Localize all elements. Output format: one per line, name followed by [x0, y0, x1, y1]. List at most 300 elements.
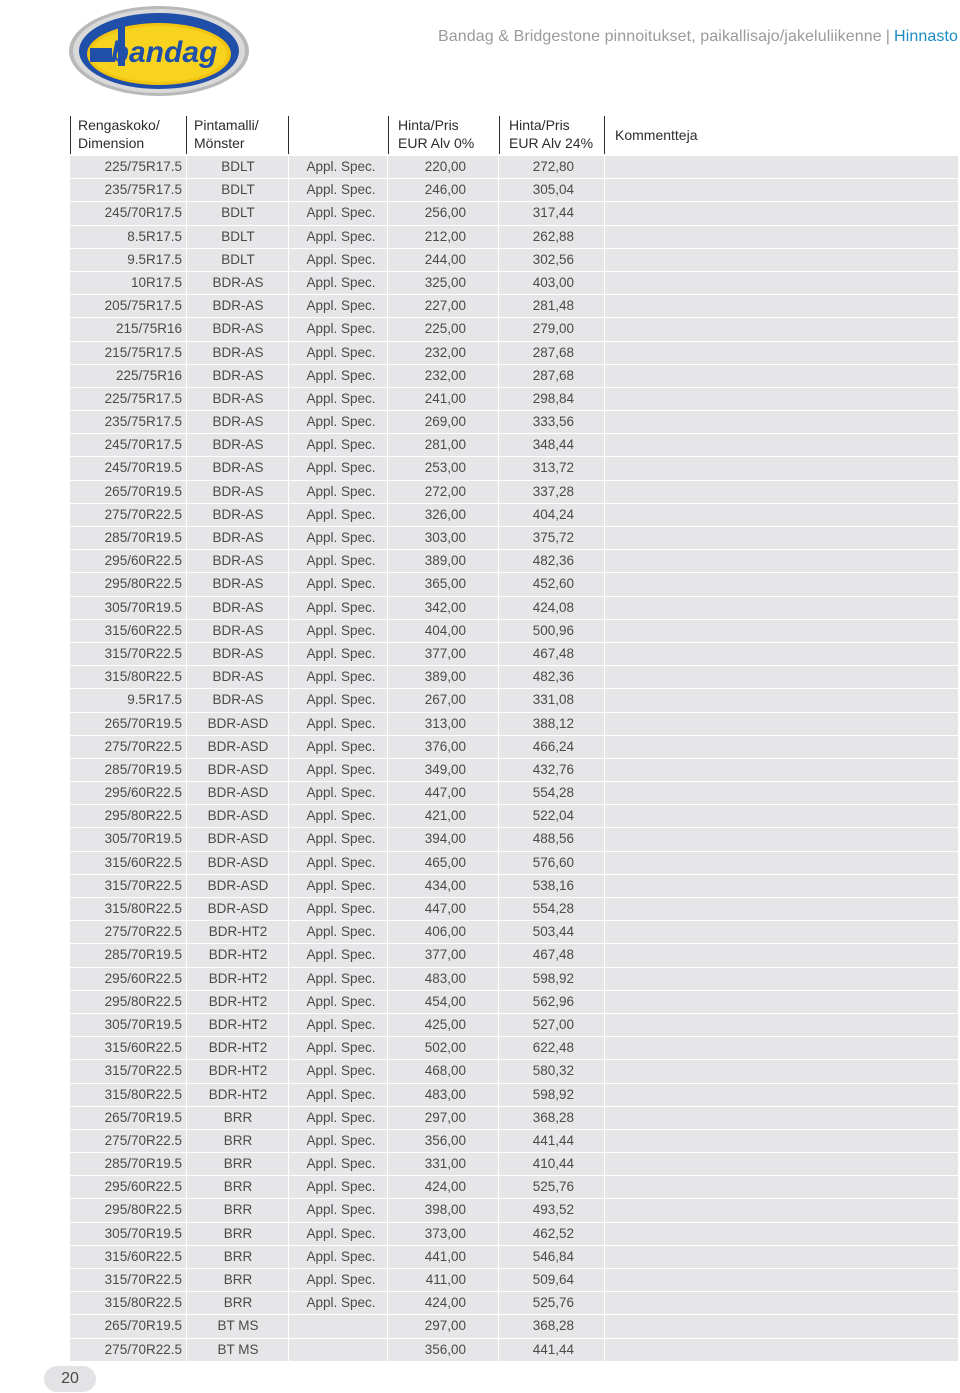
cell-pattern: BDLT: [221, 251, 255, 267]
cell-price-24: 554,28: [532, 785, 574, 801]
cell-dimension: 285/70R19.5: [104, 530, 182, 545]
table-row: [70, 1176, 958, 1199]
cell-price-24: 441,44: [532, 1132, 574, 1148]
cell-price-0: 468,00: [424, 1063, 466, 1079]
cell-dimension: 295/60R22.5: [104, 553, 182, 569]
title-accent: Hinnasto: [894, 28, 958, 45]
cell-price-24: 404,24: [532, 506, 574, 522]
cell-application: Appl. Spec.: [306, 715, 376, 731]
cell-price-0: 241,00: [424, 390, 466, 406]
cell-price-0: 232,00: [424, 367, 466, 383]
row-shade: [605, 342, 958, 364]
cell-application: Appl. Spec.: [306, 414, 376, 430]
header-divider: [388, 116, 389, 154]
cell-dimension: 295/80R22.5: [104, 808, 182, 824]
cell-application: Appl. Spec.: [306, 159, 376, 174]
cell-application: Appl. Spec.: [306, 692, 376, 708]
cell-application: Appl. Spec.: [306, 506, 376, 522]
table-row: [70, 782, 958, 805]
cell-pattern: BDR-HT2: [208, 924, 268, 940]
row-shade: [605, 805, 958, 827]
row-shade: [605, 457, 958, 479]
cell-price-24: 441,44: [532, 1341, 574, 1357]
table-row: [70, 1246, 958, 1269]
row-shade: [605, 852, 958, 874]
table-row: [70, 1014, 958, 1037]
row-shade: [605, 481, 958, 503]
cell-dimension: 275/70R22.5: [104, 1132, 182, 1148]
cell-price-0: 365,00: [424, 576, 466, 592]
cell-dimension: 235/75R17.5: [104, 182, 182, 198]
row-shade: [605, 713, 958, 735]
cell-price-24: 305,04: [532, 182, 574, 198]
cell-price-24: 466,24: [532, 738, 574, 754]
cell-price-24: 482,36: [532, 553, 574, 569]
cell-dimension: 235/75R17.5: [104, 414, 182, 430]
cell-price-0: 225,00: [424, 321, 466, 337]
row-shade: [605, 782, 958, 804]
cell-application: Appl. Spec.: [306, 367, 376, 383]
cell-price-0: 377,00: [424, 645, 466, 661]
table-row: [70, 481, 958, 504]
cell-price-0: 483,00: [424, 1086, 466, 1102]
cell-price-0: 269,00: [424, 414, 466, 430]
row-shade: [605, 365, 958, 387]
table-row: [70, 991, 958, 1014]
table-row: [70, 457, 958, 480]
cell-price-24: 279,00: [532, 321, 574, 337]
cell-price-0: 398,00: [424, 1202, 466, 1218]
table-row: [70, 1199, 958, 1222]
cell-application: Appl. Spec.: [306, 576, 376, 592]
cell-pattern: BRR: [223, 1132, 253, 1148]
cell-pattern: BDR-HT2: [208, 1063, 268, 1079]
cell-price-0: 424,00: [424, 1295, 466, 1311]
cell-dimension: 275/70R22.5: [104, 1341, 182, 1357]
cell-dimension: 305/70R19.5: [104, 599, 182, 615]
row-shade: [605, 921, 958, 943]
cell-price-24: 527,00: [532, 1016, 574, 1032]
table-row: [70, 736, 958, 759]
table-row: [70, 342, 958, 365]
cell-price-24: 503,44: [532, 924, 574, 940]
cell-price-24: 272,80: [532, 159, 574, 174]
cell-price-24: 337,28: [532, 483, 574, 499]
table-row: [70, 1130, 958, 1153]
cell-price-0: 349,00: [424, 761, 466, 777]
cell-dimension: 295/80R22.5: [104, 993, 182, 1009]
cell-price-24: 522,04: [532, 808, 574, 824]
row-shade: [605, 1014, 958, 1036]
cell-dimension: 315/60R22.5: [104, 1248, 182, 1264]
table-row: [70, 1060, 958, 1083]
cell-pattern: BDR-HT2: [208, 1086, 268, 1102]
cell-price-0: 313,00: [424, 715, 466, 731]
row-shade: [605, 249, 958, 271]
row-shade: [605, 689, 958, 711]
cell-price-0: 483,00: [424, 970, 466, 986]
cell-pattern: BRR: [223, 1109, 253, 1125]
cell-dimension: 295/80R22.5: [104, 1202, 182, 1218]
cell-price-0: 326,00: [424, 506, 466, 522]
cell-price-0: 212,00: [424, 228, 466, 244]
page-number: 20: [44, 1366, 96, 1392]
row-shade: [605, 1339, 958, 1361]
cell-price-24: 262,88: [532, 228, 574, 244]
cell-dimension: 225/75R16: [115, 367, 182, 383]
cell-dimension: 225/75R17.5: [104, 390, 182, 406]
cell-application: Appl. Spec.: [306, 1248, 376, 1264]
cell-dimension: 225/75R17.5: [104, 159, 182, 174]
cell-dimension: 265/70R19.5: [104, 1109, 182, 1125]
table-row: [70, 156, 958, 179]
cell-price-0: 331,00: [424, 1156, 466, 1172]
row-shade: [605, 1130, 958, 1152]
cell-price-24: 546,84: [532, 1248, 574, 1264]
cell-price-0: 220,00: [424, 159, 466, 174]
cell-price-24: 348,44: [532, 437, 574, 453]
bandag-logo: [66, 4, 252, 98]
cell-application: Appl. Spec.: [306, 390, 376, 406]
cell-price-24: 368,28: [532, 1109, 574, 1125]
cell-pattern: BDR-AS: [212, 553, 264, 569]
cell-dimension: 245/70R17.5: [104, 205, 182, 221]
cell-pattern: BDR-ASD: [207, 831, 269, 847]
cell-dimension: 10R17.5: [130, 274, 182, 290]
header-divider: [288, 116, 289, 154]
table-row: [70, 1107, 958, 1130]
cell-price-24: 580,32: [532, 1063, 574, 1079]
cell-price-24: 424,08: [532, 599, 574, 615]
cell-price-0: 502,00: [424, 1040, 466, 1056]
row-shade: [605, 1292, 958, 1314]
row-shade: [605, 991, 958, 1013]
cell-price-24: 538,16: [532, 877, 574, 893]
cell-price-24: 509,64: [532, 1272, 574, 1287]
cell-dimension: 285/70R19.5: [104, 947, 182, 963]
table-row: [70, 1339, 958, 1362]
table-row: [70, 666, 958, 689]
cell-pattern: BDR-AS: [212, 437, 264, 453]
cell-application: Appl. Spec.: [306, 1179, 376, 1195]
row-shade: [605, 1176, 958, 1198]
row-shade: [605, 1315, 958, 1337]
cell-price-0: 406,00: [424, 924, 466, 940]
cell-application: Appl. Spec.: [306, 530, 376, 545]
cell-application: Appl. Spec.: [306, 645, 376, 661]
cell-price-0: 389,00: [424, 669, 466, 685]
cell-price-0: 244,00: [424, 251, 466, 267]
cell-price-24: 452,60: [532, 576, 574, 592]
table-row: [70, 1153, 958, 1176]
cell-application: Appl. Spec.: [306, 1040, 376, 1056]
cell-dimension: 245/70R17.5: [104, 437, 182, 453]
cell-price-24: 554,28: [532, 901, 574, 916]
cell-pattern: BDLT: [221, 205, 255, 221]
cell-dimension: 285/70R19.5: [104, 761, 182, 777]
cell-price-24: 298,84: [532, 390, 574, 406]
cell-application: Appl. Spec.: [306, 1272, 376, 1287]
cell-application: Appl. Spec.: [306, 1086, 376, 1102]
cell-price-0: 342,00: [424, 599, 466, 615]
cell-dimension: 265/70R19.5: [104, 1318, 182, 1334]
cell-dimension: 265/70R19.5: [104, 715, 182, 731]
cell-application: Appl. Spec.: [306, 877, 376, 893]
cell-pattern: BDLT: [221, 182, 255, 198]
title-main: Bandag & Bridgestone pinnoitukset, paikallisajo/jakeluliikenne: [437, 28, 882, 45]
cell-price-0: 256,00: [424, 205, 466, 221]
cell-pattern: BRR: [223, 1225, 253, 1241]
cell-price-0: 267,00: [424, 692, 466, 708]
cell-pattern: BT MS: [217, 1318, 259, 1334]
cell-application: Appl. Spec.: [306, 483, 376, 499]
cell-dimension: 215/75R16: [115, 321, 182, 337]
cell-application: Appl. Spec.: [306, 738, 376, 754]
cell-application: Appl. Spec.: [306, 669, 376, 685]
cell-dimension: 205/75R17.5: [104, 298, 182, 314]
header-divider: [499, 116, 500, 154]
table-row: [70, 318, 958, 341]
cell-application: Appl. Spec.: [306, 1132, 376, 1148]
row-shade: [605, 1060, 958, 1082]
cell-dimension: 8.5R17.5: [127, 228, 182, 244]
cell-price-0: 297,00: [424, 1109, 466, 1125]
cell-application: Appl. Spec.: [306, 993, 376, 1009]
cell-pattern: BDR-HT2: [208, 1040, 268, 1056]
cell-dimension: 315/70R22.5: [104, 877, 182, 893]
cell-price-24: 368,28: [532, 1318, 574, 1334]
cell-pattern: BDR-AS: [212, 692, 264, 708]
cell-application: Appl. Spec.: [306, 970, 376, 986]
cell-pattern: BDR-ASD: [207, 785, 269, 801]
row-shade: [605, 272, 958, 294]
cell-pattern: BDR-ASD: [207, 877, 269, 893]
cell-price-0: 232,00: [424, 344, 466, 360]
cell-dimension: 9.5R17.5: [127, 692, 182, 708]
cell-dimension: 315/70R22.5: [104, 1063, 182, 1079]
cell-pattern: BDR-ASD: [207, 808, 269, 824]
cell-price-24: 410,44: [532, 1156, 574, 1172]
table-row: [70, 434, 958, 457]
table-row: [70, 944, 958, 967]
row-shade: [605, 643, 958, 665]
cell-price-0: 325,00: [424, 274, 466, 290]
cell-pattern: BDR-HT2: [208, 1016, 268, 1032]
table-row: [70, 875, 958, 898]
cell-price-24: 375,72: [532, 530, 574, 545]
cell-price-0: 281,00: [424, 437, 466, 453]
cell-pattern: BDR-AS: [212, 414, 264, 430]
row-shade: [605, 318, 958, 340]
cell-application: Appl. Spec.: [306, 182, 376, 198]
table-row: [70, 1292, 958, 1315]
price-table: [70, 156, 958, 1362]
cell-application: Appl. Spec.: [306, 1109, 376, 1125]
cell-price-24: 313,72: [532, 460, 574, 476]
cell-price-24: 500,96: [532, 622, 574, 638]
row-shade: [605, 828, 958, 850]
cell-pattern: BDR-AS: [212, 367, 264, 383]
cell-dimension: 265/70R19.5: [104, 483, 182, 499]
cell-pattern: BDR-ASD: [207, 738, 269, 754]
table-row: [70, 713, 958, 736]
cell-pattern: BDR-AS: [212, 530, 264, 545]
row-shade: [605, 1246, 958, 1268]
cell-price-0: 447,00: [424, 785, 466, 801]
table-row: [70, 852, 958, 875]
cell-price-24: 525,76: [532, 1179, 574, 1195]
cell-pattern: BRR: [223, 1272, 253, 1287]
cell-application: Appl. Spec.: [306, 901, 376, 916]
cell-dimension: 305/70R19.5: [104, 831, 182, 847]
header-price-0: Hinta/Pris EUR Alv 0%: [398, 117, 475, 151]
cell-dimension: 305/70R19.5: [104, 1016, 182, 1032]
cell-price-0: 253,00: [424, 460, 466, 476]
table-row: [70, 1315, 958, 1338]
cell-pattern: BDR-AS: [212, 576, 264, 592]
cell-application: Appl. Spec.: [306, 344, 376, 360]
row-shade: [605, 1084, 958, 1106]
cell-price-24: 432,76: [532, 761, 574, 777]
cell-price-24: 467,48: [532, 645, 574, 661]
table-row: [70, 295, 958, 318]
row-shade: [605, 434, 958, 456]
table-row: [70, 411, 958, 434]
cell-application: Appl. Spec.: [306, 761, 376, 777]
cell-dimension: 315/80R22.5: [104, 901, 182, 916]
row-shade: [605, 1199, 958, 1221]
cell-application: Appl. Spec.: [306, 831, 376, 847]
cell-price-24: 598,92: [532, 1086, 574, 1102]
cell-dimension: 305/70R19.5: [104, 1225, 182, 1241]
cell-price-0: 297,00: [424, 1318, 466, 1334]
cell-application: Appl. Spec.: [306, 947, 376, 963]
row-shade: [605, 1269, 958, 1291]
cell-price-0: 356,00: [424, 1341, 466, 1357]
cell-application: Appl. Spec.: [306, 1225, 376, 1241]
cell-dimension: 315/80R22.5: [104, 1086, 182, 1102]
cell-price-24: 622,48: [532, 1040, 574, 1056]
cell-application: Appl. Spec.: [306, 1063, 376, 1079]
row-shade: [605, 573, 958, 595]
cell-pattern: BRR: [223, 1248, 253, 1264]
row-shade: [605, 295, 958, 317]
table-row: [70, 179, 958, 202]
cell-price-0: 272,00: [424, 483, 466, 499]
cell-price-0: 303,00: [424, 530, 466, 545]
cell-pattern: BRR: [223, 1202, 253, 1218]
row-shade: [605, 550, 958, 572]
cell-pattern: BRR: [223, 1179, 253, 1195]
cell-price-0: 465,00: [424, 854, 466, 870]
row-shade: [605, 179, 958, 201]
row-shade: [605, 968, 958, 990]
cell-pattern: BT MS: [217, 1341, 259, 1357]
cell-dimension: 295/80R22.5: [104, 576, 182, 592]
cell-price-0: 447,00: [424, 901, 466, 916]
cell-dimension: 9.5R17.5: [127, 251, 182, 267]
table-row: [70, 249, 958, 272]
cell-price-24: 302,56: [532, 251, 574, 267]
table-row: [70, 1223, 958, 1246]
cell-application: Appl. Spec.: [306, 1202, 376, 1218]
cell-application: Appl. Spec.: [306, 1295, 376, 1311]
cell-price-24: 482,36: [532, 669, 574, 685]
row-shade: [605, 620, 958, 642]
cell-price-24: 287,68: [532, 344, 574, 360]
row-shade: [605, 156, 958, 178]
header-comment: Kommentteja: [604, 116, 697, 154]
cell-price-24: 462,52: [532, 1225, 574, 1241]
table-row: [70, 828, 958, 851]
cell-dimension: 315/80R22.5: [104, 669, 182, 685]
cell-application: Appl. Spec.: [306, 785, 376, 801]
row-shade: [605, 898, 958, 920]
cell-price-24: 488,56: [532, 831, 574, 847]
cell-application: Appl. Spec.: [306, 437, 376, 453]
cell-dimension: 315/80R22.5: [104, 1295, 182, 1311]
cell-price-0: 246,00: [424, 182, 466, 198]
cell-price-0: 421,00: [424, 808, 466, 824]
cell-price-24: 333,56: [532, 414, 574, 430]
cell-pattern: BDR-HT2: [208, 947, 268, 963]
cell-pattern: BDR-ASD: [207, 761, 269, 777]
cell-price-0: 441,00: [424, 1248, 466, 1264]
cell-pattern: BDR-AS: [212, 460, 264, 476]
cell-application: Appl. Spec.: [306, 1016, 376, 1032]
cell-price-24: 525,76: [532, 1295, 574, 1311]
cell-dimension: 215/75R17.5: [104, 344, 182, 360]
cell-dimension: 275/70R22.5: [104, 506, 182, 522]
cell-price-0: 454,00: [424, 993, 466, 1009]
cell-pattern: BDR-AS: [212, 483, 264, 499]
cell-application: Appl. Spec.: [306, 321, 376, 337]
cell-price-0: 356,00: [424, 1132, 466, 1148]
row-shade: [605, 504, 958, 526]
cell-price-24: 317,44: [532, 205, 574, 221]
cell-application: Appl. Spec.: [306, 1156, 376, 1172]
cell-dimension: 315/60R22.5: [104, 854, 182, 870]
table-row: [70, 1084, 958, 1107]
row-shade: [605, 736, 958, 758]
cell-pattern: BDR-AS: [212, 298, 264, 314]
cell-application: [296, 1315, 386, 1337]
row-shade: [605, 1153, 958, 1175]
row-shade: [605, 666, 958, 688]
cell-application: Appl. Spec.: [306, 854, 376, 870]
header-pattern: Pintamalli/ Mönster: [194, 117, 259, 151]
cell-price-24: 576,60: [532, 854, 574, 870]
logo-text: bandag: [110, 36, 218, 69]
cell-application: Appl. Spec.: [306, 460, 376, 476]
cell-price-0: 411,00: [425, 1272, 466, 1287]
cell-price-24: 598,92: [532, 970, 574, 986]
cell-price-0: 389,00: [424, 553, 466, 569]
cell-pattern: BDR-AS: [212, 622, 264, 638]
cell-pattern: BDR-HT2: [208, 970, 268, 986]
cell-dimension: 315/70R22.5: [104, 645, 182, 661]
table-row: [70, 550, 958, 573]
cell-price-24: 403,00: [532, 274, 574, 290]
cell-pattern: BDR-AS: [212, 645, 264, 661]
cell-application: Appl. Spec.: [306, 251, 376, 267]
cell-price-0: 404,00: [424, 622, 466, 638]
cell-dimension: 245/70R19.5: [104, 460, 182, 476]
cell-price-24: 562,96: [532, 993, 574, 1009]
cell-price-0: 373,00: [424, 1225, 466, 1241]
cell-application: Appl. Spec.: [306, 274, 376, 290]
cell-dimension: 315/60R22.5: [104, 622, 182, 638]
